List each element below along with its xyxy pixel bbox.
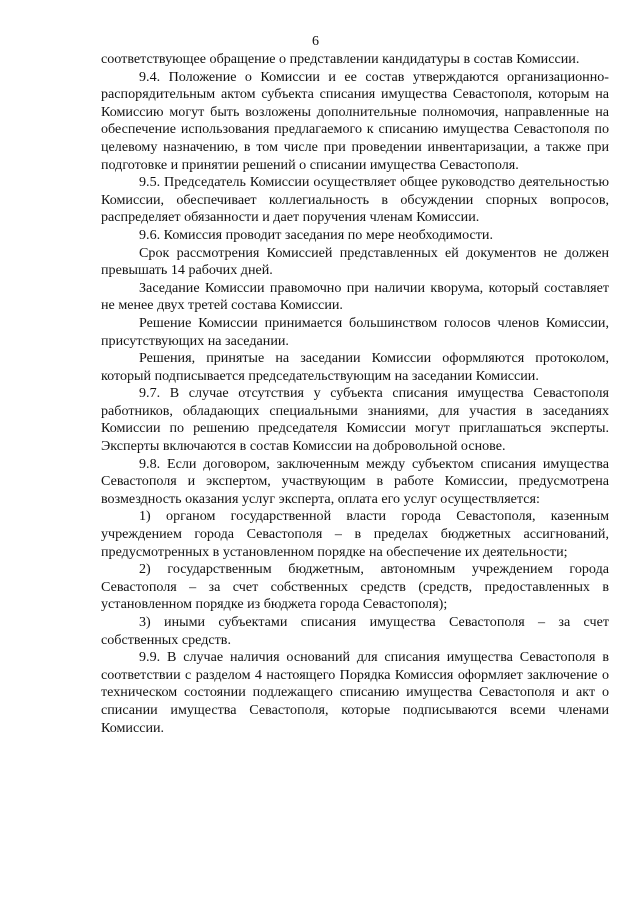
page-number: 6 [312, 34, 319, 49]
paragraph-continuation: соответствующее обращение о представлении кандидатуры в состав Комиссии. [101, 51, 580, 67]
paragraph-9-4: 9.4. Положение о Комиссии и ее состав утверждаются организационно-распорядительным актом субъекта списания имущества Севастополя, которым на Комиссию могут быть возложены дополнительные полномочия, направленные на обеспечение использования предлагаемого к списанию имущества Севастополя по целевому назначению, в том числе при проведении инвентаризации, а также при подготовке и принятии решений о списании имущества Севастополя. [101, 68, 609, 173]
list-item-3: 3) иными субъектами списания имущества Севастополя – за счет собственных средств. [101, 614, 609, 648]
paragraph-9-8: 9.8. Если договором, заключенным между субъектом списания имущества Севастополя и экспертом, участвующим в работе Комиссии, предусмотрена возмездность оказания услуг эксперта, оплата его услуг осуществляется: [101, 455, 609, 507]
paragraph-9-7: 9.7. В случае отсутствия у субъекта списания имущества Севастополя работников, обладающих специальными знаниями, для участия в заседаниях Комиссии по решению председателя Комиссии могут приглашаться эксперты. Эксперты включаются в состав Комиссии на добровольной основе. [101, 385, 609, 455]
list-item-2: 2) государственным бюджетным, автономным учреждением города Севастополя – за счет собственных средств (средств, предоставленных в установленном порядке из бюджета города Севастополя); [101, 561, 609, 613]
paragraph-9-5: 9.5. Председатель Комиссии осуществляет общее руководство деятельностью Комиссии, обеспечивает коллегиальность в обсуждении спорных вопросов, распределяет обязанности и дает поручения членам Комиссии. [101, 174, 609, 226]
paragraph-9-9: 9.9. В случае наличия оснований для списания имущества Севастополя в соответствии с разделом 4 настоящего Порядка Комиссия оформляет заключение о техническом состоянии подлежащего списанию имущества Севастополя и акт о списании имущества Севастополя, которые подписываются всеми членами Комиссии. [101, 649, 609, 736]
list-item-1: 1) органом государственной власти города Севастополя, казенным учреждением города Севастополя – в пределах бюджетных ассигнований, предусмотренных в установленном порядке на обеспечение их деятельности; [101, 508, 609, 560]
paragraph-review-term: Срок рассмотрения Комиссией представленных ей документов не должен превышать 14 рабочих дней. [101, 244, 609, 279]
document-body [101, 51, 609, 737]
paragraph-quorum: Заседание Комиссии правомочно при наличии кворума, который составляет не менее двух третей состава Комиссии. [101, 279, 609, 314]
paragraph-9-6: 9.6. Комиссия проводит заседания по мере необходимости. [139, 226, 493, 243]
paragraph-decision: Решение Комиссии принимается большинством голосов членов Комиссии, присутствующих на заседании. [101, 314, 609, 349]
paragraph-protocol: Решения, принятые на заседании Комиссии оформляются протоколом, который подписывается председательствующим на заседании Комиссии. [101, 350, 609, 384]
